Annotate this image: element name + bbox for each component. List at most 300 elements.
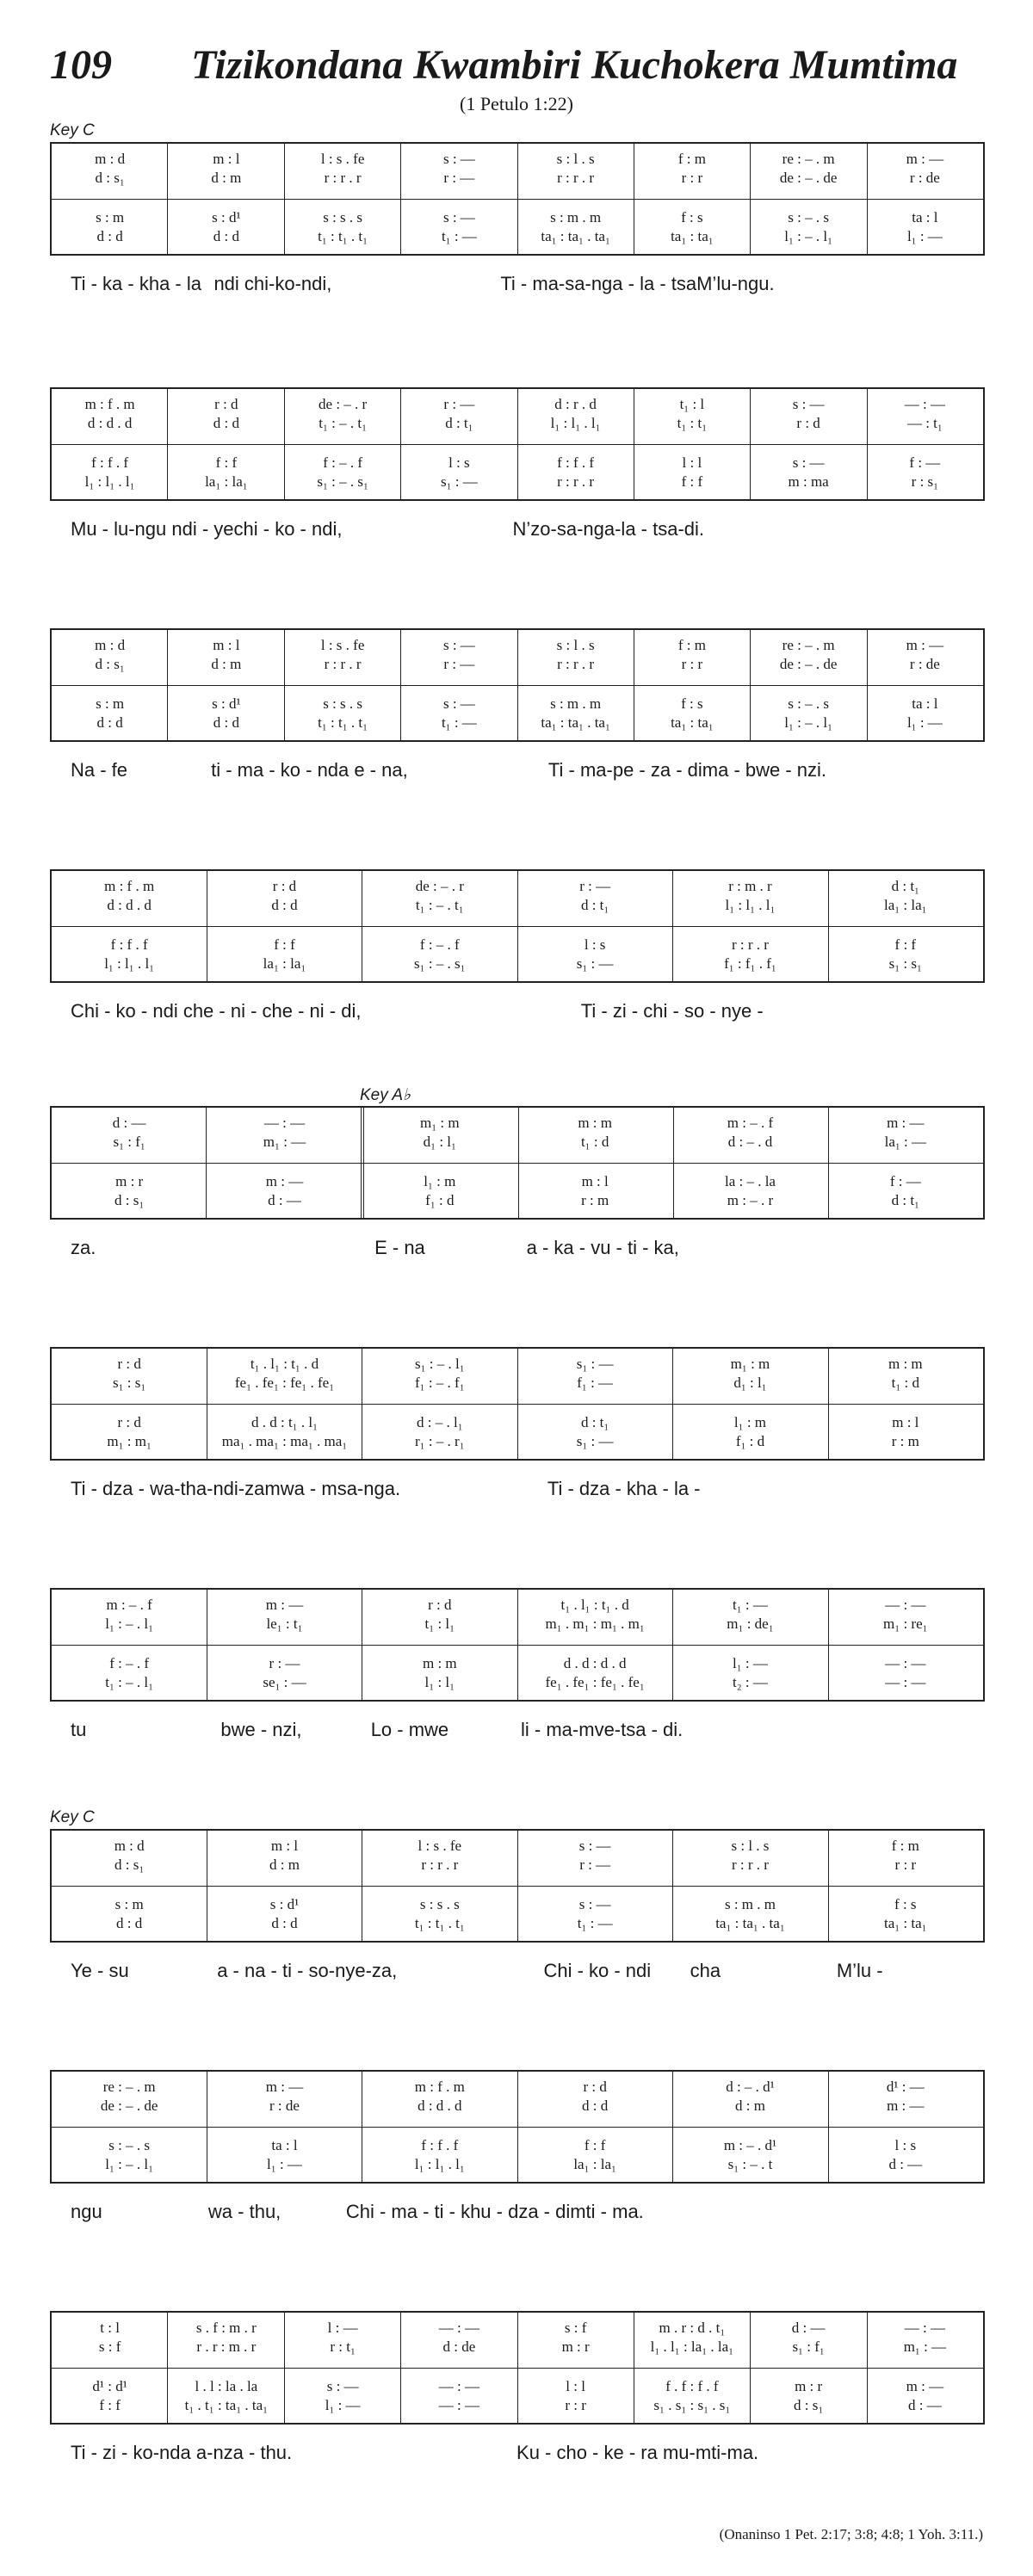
solfa-notes: d : d bbox=[116, 1915, 143, 1931]
solfa-notes: m : r bbox=[115, 1173, 144, 1189]
lyric-segment bbox=[831, 1237, 983, 1259]
voice-line bbox=[52, 1433, 983, 1450]
solfa-notes: d : d . d bbox=[107, 897, 152, 913]
solfa-notes: r : de bbox=[909, 170, 940, 186]
solfa-notes: s₁ . s₁ : s₁ . s₁ bbox=[653, 2397, 731, 2413]
solfa-notes: — : — bbox=[438, 2378, 479, 2394]
solfa-notes: ta₁ : ta₁ bbox=[671, 714, 714, 731]
solfa-notes: de : – . de bbox=[779, 170, 838, 186]
voice-line bbox=[52, 897, 983, 914]
solfa-notes: l₁ : — bbox=[906, 228, 943, 244]
solfa-notes: m₁ : re₁ bbox=[883, 1615, 928, 1632]
solfa-notes: m : m bbox=[578, 1115, 612, 1131]
lyric-line bbox=[71, 2201, 983, 2223]
solfa-notes: l : l bbox=[566, 2378, 585, 2394]
solfa-notes: d . d : d . d bbox=[563, 1655, 627, 1671]
solfa-notes: d : d bbox=[271, 897, 298, 913]
solfa-notes: d : t₁ bbox=[891, 878, 919, 894]
solfa-notes: l₁ : l₁ . l₁ bbox=[84, 473, 135, 490]
solfa-notes: de : – . de bbox=[779, 656, 838, 672]
lyric-segment bbox=[679, 1237, 832, 1259]
solfa-notes: — : — bbox=[438, 2320, 479, 2336]
solfa-notes: d : m bbox=[269, 1856, 300, 1873]
solfa-notes: m : — bbox=[887, 1115, 925, 1131]
solfa-notes: s : d¹ bbox=[212, 209, 241, 225]
solfa-notes: r : r bbox=[681, 170, 703, 186]
solfa-notes: l₁ : — bbox=[267, 2156, 302, 2172]
solfa-notes: f₁ : — bbox=[577, 1374, 614, 1391]
lyric-segment bbox=[397, 1960, 543, 1982]
solfa-notes: f : f bbox=[894, 936, 917, 953]
solfa-notes: r : r bbox=[565, 2397, 586, 2413]
hymn-header bbox=[0, 0, 1033, 146]
solfa-staff bbox=[50, 628, 985, 742]
solfa-notes: l : s . fe bbox=[320, 151, 365, 167]
solfa-notes: s : s . s bbox=[323, 695, 363, 712]
solfa-notes: m : – . d¹ bbox=[723, 2137, 777, 2153]
voice-line bbox=[52, 1192, 983, 1209]
solfa-notes: f₁ : – . f₁ bbox=[414, 1374, 465, 1391]
lyric-segment: cha bbox=[690, 1960, 721, 1981]
solfa-notes: d : — bbox=[791, 2320, 826, 2336]
solfa-notes: — : t₁ bbox=[906, 415, 943, 431]
voice-line bbox=[52, 454, 983, 472]
solfa-notes: s : — bbox=[792, 454, 825, 471]
solfa-notes: f : s bbox=[681, 695, 703, 712]
solfa-notes: d : – . l₁ bbox=[417, 1414, 463, 1430]
solfa-notes: r : m . r bbox=[728, 878, 772, 894]
voice-line bbox=[52, 955, 983, 973]
solfa-notes: t₁ : t₁ . t₁ bbox=[414, 1915, 465, 1931]
solfa-notes: r : — bbox=[579, 1856, 611, 1873]
lyric-segment bbox=[223, 1237, 375, 1259]
music-system bbox=[0, 121, 1033, 366]
solfa-notes: m : l bbox=[581, 1173, 609, 1189]
solfa-notes: r : — bbox=[443, 396, 475, 412]
solfa-notes: s : m bbox=[114, 1896, 144, 1912]
solfa-notes: t : l bbox=[100, 2320, 120, 2336]
lyric-segment: tu bbox=[71, 1719, 87, 1740]
solfa-notes: f : f . f bbox=[557, 454, 595, 471]
solfa-notes: s : s . s bbox=[419, 1896, 460, 1912]
voice-line bbox=[52, 415, 983, 432]
solfa-notes: m : – . r bbox=[727, 1192, 774, 1208]
lyric-segment bbox=[833, 1719, 983, 1741]
lyric-segment: Ti - dza - wa-tha-ndi-za bbox=[71, 1478, 265, 1499]
lyric-segment bbox=[408, 759, 548, 781]
solfa-notes: s : f bbox=[98, 2338, 121, 2355]
lyric-segment bbox=[405, 2442, 516, 2464]
solfa-notes: l₁ : l₁ . l₁ bbox=[725, 897, 776, 913]
solfa-notes: m : l bbox=[213, 151, 240, 167]
solfa-notes: r : d bbox=[214, 396, 238, 412]
lyric-segment: ma - bwe - nzi. bbox=[702, 759, 827, 781]
solfa-notes: s₁ : – . l₁ bbox=[414, 1356, 465, 1372]
solfa-notes: f : f bbox=[681, 473, 703, 490]
lyric-segment: Chi - ko - ndi bbox=[543, 1960, 652, 1981]
solfa-notes: m : — bbox=[906, 2378, 944, 2394]
solfa-notes: r : d bbox=[583, 2079, 607, 2095]
lyric-segment bbox=[873, 1000, 983, 1022]
solfa-notes: ma₁ . ma₁ : ma₁ . ma₁ bbox=[221, 1433, 348, 1449]
key-signature: Key C bbox=[50, 121, 95, 139]
solfa-notes: m : l bbox=[213, 637, 240, 653]
voice-line bbox=[52, 2338, 983, 2356]
lyric-segment: a - ka - vu - ti - ka, bbox=[526, 1237, 679, 1258]
voice-line bbox=[52, 2320, 983, 2337]
solfa-notes: m : l bbox=[270, 1838, 299, 1854]
voice-line bbox=[52, 695, 983, 713]
solfa-notes: d : de bbox=[442, 2338, 476, 2355]
voice-line bbox=[52, 637, 983, 654]
lyric-line bbox=[71, 759, 983, 781]
solfa-notes: l₁ . l₁ : la₁ . la₁ bbox=[650, 2338, 734, 2355]
voice-line bbox=[52, 1838, 983, 1855]
lyric-segment bbox=[357, 273, 500, 295]
lyric-segment bbox=[764, 1000, 874, 1022]
lyric-line bbox=[71, 273, 983, 295]
solfa-notes: s : d¹ bbox=[269, 1896, 300, 1912]
solfa-notes: f₁ : d bbox=[425, 1192, 455, 1208]
voice-line bbox=[52, 228, 983, 245]
solfa-notes: d : s₁ bbox=[793, 2397, 824, 2413]
solfa-notes: d : t₁ bbox=[445, 415, 473, 431]
solfa-notes: m : r bbox=[795, 2378, 823, 2394]
solfa-notes: d : — bbox=[112, 1115, 146, 1131]
solfa-notes: l : l bbox=[682, 454, 702, 471]
solfa-notes: m : ma bbox=[788, 473, 829, 490]
solfa-notes: t₁ : d bbox=[580, 1134, 609, 1150]
solfa-notes: d : d bbox=[213, 714, 239, 731]
solfa-notes: s : — bbox=[326, 2378, 359, 2394]
solfa-notes: m : d bbox=[114, 1838, 145, 1854]
solfa-notes: d : — bbox=[268, 1192, 301, 1208]
solfa-notes: m : f . m bbox=[84, 396, 135, 412]
solfa-notes: l₁ : m bbox=[424, 1173, 456, 1189]
music-system bbox=[0, 2311, 1033, 2535]
voice-line bbox=[52, 209, 983, 226]
lyric-segment: mti - ma. bbox=[570, 2201, 644, 2222]
voice-line bbox=[52, 1655, 983, 1672]
solfa-notes: d : m bbox=[211, 656, 242, 672]
solfa-notes: l₁ : m bbox=[733, 1414, 767, 1430]
solfa-notes: s : — bbox=[442, 695, 475, 712]
solfa-notes: d¹ : — bbox=[886, 2079, 925, 2095]
solfa-notes: la : – . la bbox=[724, 1173, 776, 1189]
solfa-notes: d : d bbox=[271, 1915, 298, 1931]
music-system bbox=[0, 1347, 1033, 1571]
solfa-notes: d : t₁ bbox=[580, 897, 609, 913]
scripture-reference: (1 Petulo 1:22) bbox=[460, 93, 573, 114]
solfa-notes: s : — bbox=[578, 1838, 611, 1854]
solfa-staff bbox=[50, 2311, 985, 2425]
solfa-notes: t₁ : l₁ bbox=[424, 1615, 455, 1632]
solfa-notes: s : m . m bbox=[550, 209, 602, 225]
solfa-notes: l₁ : – . l₁ bbox=[784, 714, 833, 731]
solfa-staff bbox=[50, 869, 985, 983]
music-system bbox=[0, 1588, 1033, 1812]
solfa-notes: d : – . d bbox=[727, 1134, 773, 1150]
solfa-notes: m : d bbox=[95, 151, 126, 167]
solfa-notes: r : s₁ bbox=[911, 473, 939, 490]
voice-line bbox=[52, 1134, 983, 1151]
solfa-notes: m₁ : m₁ bbox=[107, 1433, 152, 1449]
solfa-notes: s : d¹ bbox=[212, 695, 241, 712]
solfa-notes: d : – . d¹ bbox=[726, 2079, 775, 2095]
solfa-notes: d : r . d bbox=[554, 396, 597, 412]
voice-line bbox=[52, 2137, 983, 2154]
voice-line bbox=[52, 170, 983, 187]
solfa-notes: r : r . r bbox=[324, 656, 362, 672]
solfa-notes: m : — bbox=[265, 1597, 304, 1613]
solfa-notes: f : m bbox=[677, 637, 706, 653]
lyric-segment bbox=[844, 518, 983, 541]
solfa-notes: f : – . f bbox=[323, 454, 363, 471]
solfa-notes: ta₁ : ta₁ bbox=[671, 228, 714, 244]
solfa-notes: m : — bbox=[906, 151, 944, 167]
solfa-notes: s₁ : f₁ bbox=[113, 1134, 145, 1150]
solfa-notes: d₁ : l₁ bbox=[733, 1374, 767, 1391]
solfa-notes: s₁ : f₁ bbox=[792, 2338, 825, 2355]
lyric-segment: Ti - ma-sa-nga - la - tsa bbox=[500, 273, 697, 294]
solfa-notes: r : r bbox=[681, 656, 703, 672]
solfa-notes: s₁ : s₁ bbox=[888, 955, 922, 972]
solfa-notes: — : — bbox=[885, 1597, 926, 1613]
solfa-notes: d : d bbox=[96, 228, 123, 244]
lyric-segment: mwa - msa-nga. bbox=[264, 1478, 401, 1499]
lyric-segment: ngu bbox=[71, 2201, 102, 2222]
solfa-notes: l₁ : – . l₁ bbox=[105, 2156, 154, 2172]
solfa-notes: t₁ . l₁ : t₁ . d bbox=[250, 1356, 319, 1372]
solfa-staff bbox=[50, 1588, 985, 1702]
solfa-notes: la₁ : la₁ bbox=[205, 473, 248, 490]
solfa-notes: t₁ : – . t₁ bbox=[319, 415, 368, 431]
solfa-notes: s : — bbox=[442, 637, 475, 653]
lyric-segment: Mu - lu-ngu ndi - ye bbox=[71, 518, 234, 540]
solfa-notes: m : – . f bbox=[106, 1597, 152, 1613]
solfa-notes: r : d bbox=[117, 1414, 141, 1430]
solfa-staff bbox=[50, 1829, 985, 1943]
solfa-notes: r₁ : – . r₁ bbox=[414, 1433, 465, 1449]
solfa-notes: m : — bbox=[265, 2079, 304, 2095]
solfa-notes: m : l bbox=[892, 1414, 919, 1430]
lyric-segment: Na - fe bbox=[71, 759, 128, 781]
lyric-segment bbox=[292, 2442, 404, 2464]
lyric-segment: chi - ko - ndi, bbox=[233, 518, 343, 540]
solfa-notes: m : f . m bbox=[414, 2079, 465, 2095]
solfa-notes: l₁ : — bbox=[325, 2397, 361, 2413]
solfa-notes: s : – . s bbox=[788, 209, 829, 225]
solfa-notes: m : m bbox=[888, 1356, 923, 1372]
solfa-notes: ta₁ : ta₁ . ta₁ bbox=[541, 714, 610, 731]
solfa-notes: d¹ : d¹ bbox=[92, 2378, 127, 2394]
voice-line bbox=[52, 2097, 983, 2115]
voice-line bbox=[52, 714, 983, 732]
solfa-notes: t₁ : t₁ . t₁ bbox=[318, 714, 368, 731]
lyric-segment: Lo - mwe bbox=[370, 1719, 449, 1740]
voice-line bbox=[52, 936, 983, 954]
lyric-segment: Ti - dza - kha - la - bbox=[547, 1478, 701, 1499]
solfa-notes: t₁ . t₁ : ta₁ . ta₁ bbox=[184, 2397, 269, 2413]
voice-line bbox=[52, 2079, 983, 2096]
music-system bbox=[0, 387, 1033, 611]
solfa-notes: s₁ : — bbox=[576, 1356, 614, 1372]
solfa-notes: r : r . r bbox=[557, 473, 595, 490]
solfa-notes: — : — bbox=[904, 2320, 945, 2336]
footnote: (Onaninso 1 Pet. 2:17; 3:8; 4:8; 1 Yoh. 3:11.) bbox=[719, 2526, 983, 2542]
solfa-notes: s₁ : – . s₁ bbox=[414, 955, 466, 972]
solfa-notes: f : m bbox=[891, 1838, 919, 1854]
solfa-notes: l₁ : l₁ bbox=[424, 1674, 455, 1690]
solfa-notes: r : — bbox=[443, 656, 475, 672]
solfa-notes: s₁ : — bbox=[440, 473, 478, 490]
solfa-notes: — : — bbox=[885, 1674, 926, 1690]
solfa-notes: r : r . r bbox=[324, 170, 362, 186]
solfa-notes: r : d bbox=[796, 415, 820, 431]
solfa-notes: s₁ : – . s₁ bbox=[317, 473, 368, 490]
solfa-notes: s : — bbox=[578, 1896, 611, 1912]
solfa-notes: m₁ : — bbox=[263, 1134, 306, 1150]
solfa-notes: s : f bbox=[564, 2320, 587, 2336]
solfa-notes: re : – . m bbox=[782, 151, 835, 167]
lyric-segment: Ti - zi - ko-nda a-nza - thu. bbox=[71, 2442, 293, 2463]
solfa-notes: d : t₁ bbox=[891, 1192, 919, 1208]
voice-line bbox=[52, 1915, 983, 1932]
solfa-notes: ta : l bbox=[912, 695, 938, 712]
lyric-segment: M’lu - bbox=[836, 1960, 883, 1981]
voice-line bbox=[52, 1896, 983, 1913]
solfa-staff bbox=[50, 142, 985, 256]
music-system bbox=[0, 1808, 1033, 2053]
lyric-line bbox=[71, 1960, 983, 1982]
solfa-notes: s₁ : — bbox=[576, 1433, 614, 1449]
solfa-notes: l : s bbox=[448, 454, 470, 471]
lyric-segment bbox=[708, 2201, 845, 2223]
music-system bbox=[0, 869, 1033, 1093]
solfa-notes: r : r . r bbox=[731, 936, 769, 953]
lyric-segment: E - na bbox=[374, 1237, 425, 1258]
music-system bbox=[0, 2070, 1033, 2294]
voice-line bbox=[52, 2378, 983, 2395]
solfa-notes: m₁ : — bbox=[903, 2338, 947, 2355]
solfa-notes: m : – . f bbox=[727, 1115, 774, 1131]
lyric-line bbox=[71, 1237, 983, 1259]
solfa-notes: f₁ : d bbox=[735, 1433, 765, 1449]
solfa-notes: d : d bbox=[582, 2097, 609, 2114]
solfa-notes: d : d . d bbox=[87, 415, 133, 431]
solfa-notes: r : r bbox=[894, 1856, 917, 1873]
solfa-notes: m : d bbox=[95, 637, 126, 653]
solfa-notes: m : — bbox=[906, 637, 944, 653]
lyric-line bbox=[71, 518, 983, 541]
solfa-notes: ta : l bbox=[271, 2137, 298, 2153]
solfa-notes: de : – . r bbox=[415, 878, 464, 894]
solfa-notes: la₁ : la₁ bbox=[263, 955, 306, 972]
solfa-notes: — : — bbox=[263, 1115, 306, 1131]
solfa-notes: l₁ : l₁ . l₁ bbox=[104, 955, 155, 972]
lyric-segment: za. bbox=[71, 1237, 96, 1258]
solfa-notes: d : — bbox=[908, 2397, 942, 2413]
lyric-segment bbox=[845, 2201, 983, 2223]
lyric-segment bbox=[374, 518, 513, 541]
lyric-segment: Chi - ma - ti - khu - dza - di bbox=[345, 2201, 571, 2222]
lyric-segment bbox=[843, 759, 983, 781]
solfa-notes: la₁ : — bbox=[884, 1134, 927, 1150]
solfa-notes: f : f bbox=[584, 2137, 606, 2153]
solfa-notes: l₁ : — bbox=[906, 714, 943, 731]
lyric-segment: Ku - cho - ke - ra mu-mti-ma. bbox=[516, 2442, 759, 2463]
voice-line bbox=[52, 1597, 983, 1614]
solfa-notes: d : s₁ bbox=[114, 1856, 145, 1873]
voice-line bbox=[52, 1374, 983, 1392]
solfa-notes: l : — bbox=[327, 2320, 358, 2336]
lyric-segment: li - ma-mve-tsa - di. bbox=[521, 1719, 684, 1740]
lyric-segment: Ti - ka - kha - la bbox=[71, 273, 201, 294]
solfa-notes: s . f : m . r bbox=[195, 2320, 257, 2336]
solfa-notes: l₁ : l₁ . l₁ bbox=[414, 2156, 465, 2172]
solfa-notes: d . d : t₁ . l₁ bbox=[251, 1414, 318, 1430]
solfa-notes: t₁ : t₁ . t₁ bbox=[318, 228, 368, 244]
voice-line bbox=[52, 878, 983, 895]
solfa-notes: m . r : d . t₁ bbox=[659, 2320, 726, 2336]
solfa-notes: r : r . r bbox=[557, 656, 595, 672]
lyric-segment: Ye - su bbox=[71, 1960, 129, 1981]
solfa-notes: t₁ : d bbox=[891, 1374, 919, 1391]
solfa-notes: de : – . de bbox=[100, 2097, 158, 2114]
solfa-notes: d : d bbox=[213, 228, 239, 244]
solfa-notes: t₁ : — bbox=[441, 714, 477, 731]
voice-line bbox=[52, 396, 983, 413]
solfa-notes: m : — bbox=[265, 1173, 304, 1189]
solfa-notes: re : – . m bbox=[782, 637, 835, 653]
solfa-notes: s₁ : – . t bbox=[727, 2156, 773, 2172]
solfa-notes: t₂ : — bbox=[733, 1674, 768, 1690]
solfa-notes: r : m bbox=[891, 1433, 919, 1449]
solfa-notes: t₁ . l₁ : t₁ . d bbox=[560, 1597, 629, 1613]
solfa-notes: s : s . s bbox=[323, 209, 363, 225]
lyric-segment bbox=[701, 1478, 842, 1500]
voice-line bbox=[52, 2397, 983, 2414]
lyric-segment bbox=[361, 1000, 471, 1022]
solfa-notes: ta₁ : ta₁ . ta₁ bbox=[541, 228, 610, 244]
solfa-notes: f : s bbox=[681, 209, 703, 225]
lyric-line bbox=[71, 1719, 983, 1741]
solfa-notes: m : r bbox=[561, 2338, 590, 2355]
lyric-segment: N’zo-sa-nga-la - tsa-di. bbox=[512, 518, 705, 540]
solfa-notes: r : d bbox=[428, 1597, 452, 1613]
solfa-notes: l : s bbox=[894, 2137, 917, 2153]
solfa-notes: — : — bbox=[438, 2397, 479, 2413]
voice-line bbox=[52, 473, 983, 491]
solfa-staff bbox=[50, 387, 985, 501]
solfa-notes: s : m bbox=[96, 695, 125, 712]
solfa-notes: r : r . r bbox=[731, 1856, 769, 1873]
solfa-notes: m₁ : de₁ bbox=[727, 1615, 774, 1632]
solfa-notes: d₁ : l₁ bbox=[423, 1134, 456, 1150]
solfa-notes: m : m bbox=[422, 1655, 457, 1671]
lyric-segment: ti - ma - ko - nda e - na, bbox=[211, 759, 408, 781]
solfa-notes: l₁ : – . l₁ bbox=[105, 1615, 154, 1632]
lyric-segment: Chi - ko - ndi che - ni - che - ni - di, bbox=[71, 1000, 362, 1022]
solfa-notes: f : f bbox=[99, 2397, 121, 2413]
voice-line bbox=[52, 151, 983, 168]
solfa-notes: f : f bbox=[274, 936, 295, 953]
solfa-notes: l₁ : — bbox=[733, 1655, 768, 1671]
solfa-notes: f : m bbox=[677, 151, 706, 167]
solfa-notes: l . l : la . la bbox=[195, 2378, 258, 2394]
lyric-line bbox=[71, 1478, 983, 1500]
solfa-staff bbox=[50, 1106, 985, 1220]
